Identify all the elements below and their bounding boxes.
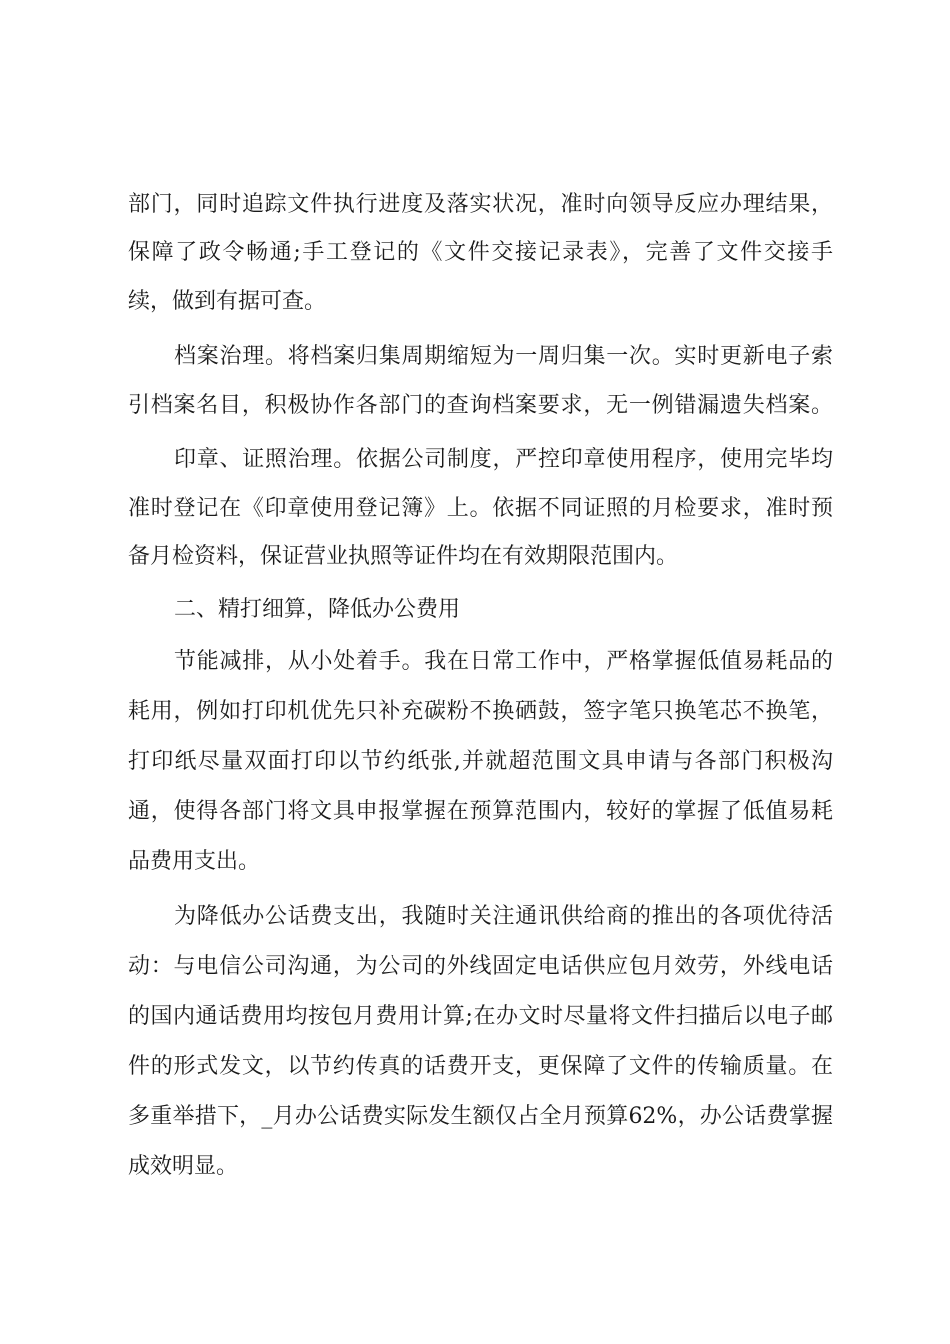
paragraph-line: 保障了政令畅通;手工登记的《文件交接记录表》，完善了文件交接手: [128, 240, 833, 265]
paragraph-line: 节能减排，从小处着手。我在日常工作中，严格掌握低值易耗品的: [174, 649, 833, 674]
paragraph-line: 耗用，例如打印机优先只补充碳粉不换硒鼓，签字笔只换笔芯不换笔，: [128, 699, 833, 724]
paragraph-line: 续，做到有据可查。: [128, 289, 327, 314]
paragraph-line: 成效明显。: [128, 1154, 239, 1179]
paragraph-line: 动：与电信公司沟通，为公司的外线固定电话供应包月效劳，外线电话: [128, 954, 833, 979]
paragraph-line: 准时登记在《印章使用登记簿》上。依据不同证照的月检要求，准时预: [128, 496, 833, 521]
paragraph-line: 件的形式发文，以节约传真的话费开支，更保障了文件的传输质量。在: [128, 1054, 833, 1079]
paragraph-line: 档案治理。将档案归集周期缩短为一周归集一次。实时更新电子索: [174, 344, 833, 369]
paragraph-line: 印章、证照治理。依据公司制度，严控印章使用程序，使用完毕均: [174, 447, 833, 472]
paragraph-line: 多重举措下，_月办公话费实际发生额仅占全月预算62%，办公话费掌握: [128, 1104, 833, 1129]
paragraph-line: 部门，同时追踪文件执行进度及落实状况，准时向领导反应办理结果，: [128, 192, 833, 217]
paragraph-line: 备月检资料，保证营业执照等证件均在有效期限范围内。: [128, 544, 679, 569]
paragraph-line: 为降低办公话费支出，我随时关注通讯供给商的推出的各项优待活: [174, 904, 833, 929]
paragraph-line: 品费用支出。: [128, 849, 261, 874]
paragraph-line: 引档案名目，积极协作各部门的查询档案要求，无一例错漏遗失档案。: [128, 393, 833, 418]
paragraph-line: 的国内通话费用均按包月费用计算;在办文时尽量将文件扫描后以电子邮: [128, 1004, 833, 1029]
paragraph-line: 通，使得各部门将文具申报掌握在预算范围内，较好的掌握了低值易耗: [128, 799, 833, 824]
section-heading: 二、精打细算，降低办公费用: [174, 597, 461, 622]
paragraph-line: 打印纸尽量双面打印以节约纸张,并就超范围文具申请与各部门积极沟: [128, 749, 833, 774]
